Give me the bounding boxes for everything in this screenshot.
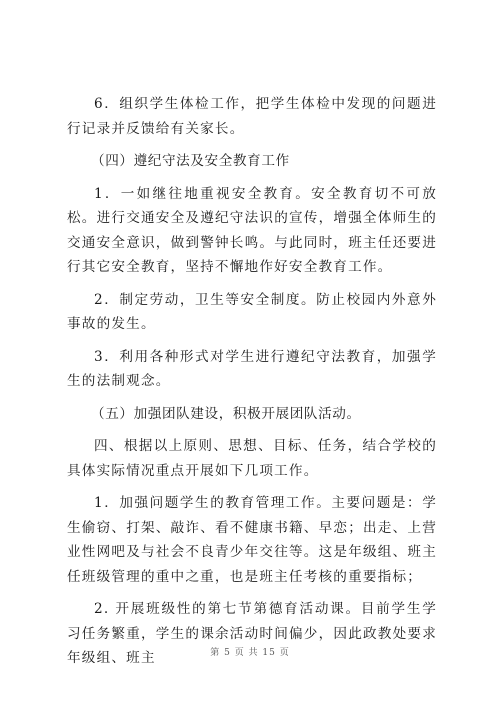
- section-heading-team-building: （五）加强团队建设，积极开展团队活动。: [91, 405, 361, 422]
- page-number-footer: 第 5 页 共 15 页: [210, 648, 290, 658]
- paragraph-problem-students: 1．加强问题学生的教育管理工作。主要问题是：学生偷窃、打架、敲诈、看不健康书籍、早恋；出走、上营业性网吧及与社会不良青少年交往等。这是年级组、班主任班级管理的重中之重，也是班主任考核的重要指标；: [67, 495, 437, 585]
- paragraph-section-four-intro: 四、根据以上原则、思想、目标、任务，结合学校的具体实际情况重点开展如下几项工作。: [67, 438, 437, 479]
- paragraph-moral-activity-class: 2. 开展班级性的第七节第德育活动课。目前学生学习任务繁重，学生的课余活动时间偏少，因此政教处要求年级组、班主: [67, 601, 437, 666]
- paragraph-safety-education: 1．一如继往地重视安全教育。安全教育切不可放松。进行交通安全及遵纪守法识的宣传，增强全体师生的交通安全意识，做到警钟长鸣。与此同时，班主任还要进行其它安全教育，坚持不懈地作好安全教育工作。: [67, 185, 437, 275]
- paragraph-health-check: 6．组织学生体检工作，把学生体检中发现的问题进行记录并反馈给有关家长。: [67, 96, 437, 137]
- section-heading-law-safety: （四）遵纪守法及安全教育工作: [91, 153, 290, 169]
- document-body: [67, 92, 437, 679]
- paragraph-safety-rules: 2．制定劳动，卫生等安全制度。防止校园内外意外事故的发生。: [67, 291, 437, 332]
- paragraph-law-education: 3．利用各种形式对学生进行遵纪守法教育，加强学生的法制观念。: [67, 348, 437, 389]
